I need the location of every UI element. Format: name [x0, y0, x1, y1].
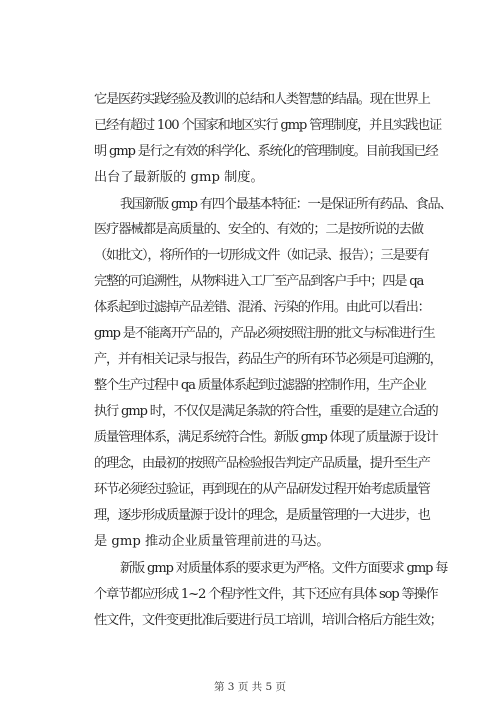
text-line: 质量管理体系，满足系统符合性。新版 gmp 体现了质量源于设计 [94, 430, 438, 445]
text-line: 已经有超过 100 个国家和地区实行 gmp 管理制度，并且实践也证 [94, 118, 442, 133]
text-line: 医疗器械都是高质量的、安全的、有效的；二是按所说的去做 [94, 222, 424, 237]
text-line: 体系起到过滤掉产品差错、混淆、污染的作用。由此可以看出： [94, 300, 430, 315]
text-line: 明 gmp 是行之有效的科学化、系统化的管理制度。目前我国已经 [94, 144, 438, 159]
text-line: 整个生产过程中 qa 质量体系起到过滤器的控制作用，生产企业 [94, 378, 426, 393]
text-line: 理，逐步形成质量源于设计的理念，是质量管理的一大进步，也 [94, 508, 430, 523]
text-line: 新版 gmp 对质量体系的要求更为严格。文件方面要求 gmp 每 [120, 561, 448, 576]
text-line: 完整的可追溯性，从物料进入工厂至产品到客户手中；四是 qa [94, 274, 424, 289]
text-line: 的理念，由最初的按照产品检验报告判定产品质量，提升至生产 [94, 456, 430, 471]
text-line: 出台了最新版的 gmp 制度。 [94, 170, 264, 185]
page-footer: 第 3 页 共 5 页 [213, 681, 287, 693]
text-line: 执行 gmp 时，不仅仅是满足条款的符合性，重要的是建立合适的 [94, 404, 438, 419]
text-line: （如批文），将所作的一切形成文件（如记录、报告）；三是要有 [94, 248, 429, 263]
text-line: 个章节都应形成 1~2 个程序性文件，其下还应有具体 sop 等操作 [94, 587, 438, 602]
text-line: 性文件，文件变更批准后要进行员工培训，培训合格后方能生效； [94, 613, 442, 628]
text-line: gmp 是不能离开产品的，产品必须按照注册的批文与标准进行生 [94, 326, 435, 341]
text-line: 环节必须经过验证，再到现在的从产品研发过程开始考虑质量管 [94, 482, 430, 497]
text-line: 是 gmp 推动企业质量管理前进的马达。 [94, 534, 330, 549]
text-line: 我国新版 gmp 有四个最基本特征：一是保证所有药品、食品、 [120, 197, 452, 212]
text-line: 它是医药实践经验及教训的总结和人类智慧的结晶。现在世界上 [94, 92, 430, 107]
text-line: 产，并有相关记录与报告，药品生产的所有环节必须是可追溯的， [94, 352, 442, 367]
